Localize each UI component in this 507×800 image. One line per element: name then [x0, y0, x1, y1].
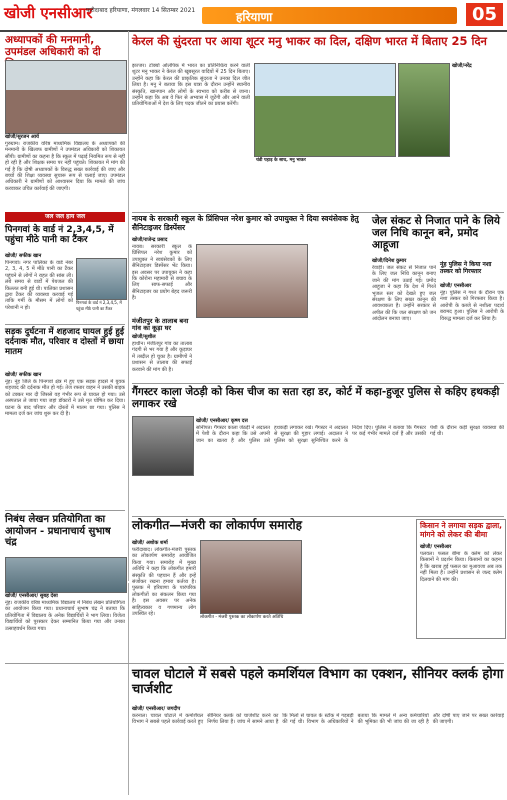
gangster-headline: गैंगस्टर काला जेठड़ी को किस चीज का सता रहा डर, कोर्ट में कहा-हुजूर पुलिस से कहिए हथकड़ी लगाकर रखे — [132, 386, 500, 411]
divider — [132, 212, 504, 213]
essay-photo — [5, 557, 127, 593]
manjeet-body: हाथीन। मंजीतपुर गांव का तालाब गंदगी से भर गया है और कूड़ाघर में तब्दील हो चुका है। ग्रामीणों ने प्रशासन से तालाब की सफाई करवाने की मांग की है। — [132, 341, 192, 373]
water-headline: पिनगवां के वार्ड नं 2,3,4,5, में पहुंचा मीठे पानी का टैंकर — [5, 225, 114, 246]
manu-headline: केरल की सुंदरता पर आया शूटर मनु भाकर का दिल, दक्षिण भारत में बिताए 25 दिन — [132, 34, 487, 48]
dateline: फरीदाबाद हरियाणा, मंगलवार 14 सितम्बर 2021 — [86, 7, 196, 14]
gangster-byline: खोजी/ एनसीआर/ कृष्ण दत्त — [196, 418, 248, 424]
masthead — [0, 0, 507, 32]
water-byline: खोजी/ सफीक खान — [5, 253, 42, 259]
essay-body: नूंह। राजकीय वरिष्ठ माध्यमिक विद्यालय में निबंध लेखन प्रतियोगिता का आयोजन किया गया। प्रधानाचार्य सुभाष चंद्र ने बताया कि प्रतियोगिता में विद्यालय के अनेक विद्यार्थियों ने भाग लिया। विजेता विद्यार्थियों को पुरस्कार देकर सम्मानित किया गया और उनका उत्साहवर्धन किया गया। — [5, 600, 125, 632]
brand-logo: खोजी एनसीआर — [4, 4, 93, 22]
police-body: नूंह। पुलिस ने गश्त के दौरान एक नशा तस्कर को गिरफ्तार किया है। आरोपी के कब्जे से नशीला पदार्थ बरामद हुआ। पुलिस ने आरोपी के विरुद्ध मामला दर्ज कर लिया है। — [440, 290, 504, 322]
farmers-headline: किसान ने लगाया सड़क द्वाला, मांगने को लेकर की बीमा — [420, 521, 503, 539]
accident-headline: सड़क दुर्घटना में शहजाद घायल हुई हुई दर्दनाक मौत, परिवार व दोस्तों में छाया मातम — [5, 327, 125, 357]
divider — [5, 510, 125, 511]
jal-headline: जेल संकट से निजात पाने के लिये जल निधि कानून बने, प्रमोद आहूजा — [372, 215, 500, 252]
manjeet-byline: खोजी/सुशील — [132, 334, 156, 340]
lokgeet-headline: लोकगीत—मंजरी का लोकार्पण समारोह — [132, 518, 302, 532]
divider — [132, 516, 504, 517]
farmers-body: पलवल। फसल बीमा के क्लेम को लेकर किसानों ने प्रदर्शन किया। किसानों का कहना है कि खराब हुई फसल का मुआवजा अब तक नहीं मिला है। उन्होंने प्रशासन से जल्द क्लेम दिलवाने की मांग की। — [420, 551, 502, 583]
rice-headline: चावल घोटाले में सबसे पहले कमर्शियल विभाग का एक्शन, सीनियर क्लर्क होगा चार्जशीट — [132, 667, 504, 697]
water-body: पिनगवां। नगर पालिका के वार्ड नंबर 2, 3, 4, 5 में मीठे पानी का टैंकर पहुंचने से लोगों ने राहत की सांस ली। लंबे समय से वार्डों में पेयजल की किल्लत बनी हुई थी। पालिका प्रशासन द्वारा टैंकर की व्यवस्था करवाई गई ताकि गर्मी के मौसम में लोगों को परेशानी न हो। — [5, 260, 73, 311]
divider — [5, 324, 125, 325]
gangster-photo — [132, 416, 194, 476]
police-byline: खोजी/ एनसीआर — [440, 283, 472, 289]
accident-byline: खोजी/ सफीक खान — [5, 372, 42, 378]
sanitizer-caption-text — [196, 320, 306, 380]
officer-byline: खोजी/सुरजन आर्य — [5, 134, 39, 140]
manu-body-continued — [452, 70, 504, 210]
rice-byline: खोजी/ एनसीआर/ जगदीप — [132, 706, 181, 712]
manu-body: झज्जर। टोक्यो ओलंपिक में भारत का प्रतिनिधित्व करने वाली शूटर मनु भाकर ने केरल की खूबसूरत वादियों में 25 दिन बिताए। उन्होंने कहा कि केरल की प्राकृतिक सुंदरता ने उनका दिल जीत लिया है। मनु ने बताया कि इस यात्रा के दौरान उन्होंने स्थानीय संस्कृति, खानपान और लोगों के स्वभाव को करीब से जाना। उन्होंने कहा कि अब वे फिर से अभ्यास में जुटेंगी और आने वाली प्रतियोगिताओं में देश के लिए पदक जीतने का प्रयास करेंगी। — [132, 63, 250, 108]
manjeet-headline: मंजीतपुर के तालाब बना गांव का कूड़ा घर — [132, 317, 189, 333]
lokgeet-body-continued — [304, 540, 412, 635]
divider — [132, 383, 504, 384]
page-number: 05 — [466, 3, 503, 26]
gangster-body: सोनीपत। गैंगस्टर काला जेठड़ी ने अदालत में पेशी के दौरान कहा कि उसे अपनी जान का खतरा है और पुलिस उसे हथकड़ी लगाकर रखे। गैंगस्टर ने अदालत से सुरक्षा की गुहार लगाई। अदालत ने पुलिस को सुरक्षा सुनिश्चित करने के निर्देश दिए। पुलिस ने बताया कि गैंगस्टर पर कई गंभीर मामले दर्ज हैं और उसकी पेशी के दौरान कड़ी सुरक्षा व्यवस्था की गई थी। — [196, 425, 504, 444]
column-divider — [128, 583, 129, 795]
lokgeet-photo — [200, 540, 302, 614]
jal-body: रेवाड़ी। जल संकट से निजात पाने के लिए जल निधि कानून बनाए जाने की मांग उठाई गई। प्रमोद आहूजा ने कहा कि देश में गिरते भूजल स्तर को देखते हुए जल संरक्षण के लिए सख्त कानून की आवश्यकता है। उन्होंने सरकार से अपील की कि जल संरक्षण को जन आंदोलन बनाया जाए। — [372, 265, 436, 323]
gangster-body-left — [132, 478, 192, 514]
manu-byline: खोजी/नरेंद्र — [452, 63, 472, 69]
rice-body: करनाल। चावल घोटाले में कमर्शियल विभाग ने सबसे पहले कार्रवाई करते हुए सीनियर क्लर्क को चार्जशीट करने का निर्णय लिया है। जांच में सामने आया है कि मिलों से चावल के स्टॉक में गड़बड़ी की गई थी। विभाग के अधिकारियों ने बताया कि मामले में अन्य कर्मचारियों की भूमिका की भी जांच की जा रही है और दोषी पाए जाने पर सख्त कार्रवाई की जाएगी। — [132, 713, 504, 726]
column-divider — [128, 31, 129, 581]
lokgeet-byline: खोजी/ अशोक शर्मा — [132, 540, 168, 546]
jal-byline: खोजी/दिनेश कुमार — [372, 258, 407, 264]
police-headline: नूंह पुलिस ने किया नशा तस्कर को गिरफ्तार — [440, 261, 492, 275]
farmers-byline: खोजी/ एनसीआर — [420, 544, 452, 550]
officer-body: गुरुग्राम। राजकीय वरिष्ठ माध्यमिक विद्यालय के अध्यापकों की मनमानी के खिलाफ ग्रामीणों ने उपमंडल अधिकारी को शिकायत सौंपी। ग्रामीणों का कहना है कि स्कूल में पढ़ाई नियमित रूप से नहीं हो रही है और शिक्षक समय पर नहीं पहुंचते। शिकायत में मांग की गई है कि दोषी अध्यापकों के विरुद्ध सख्त कार्रवाई की जाए और बच्चों की शिक्षा व्यवस्था सुचारू रूप से चलाई जाए। उपमंडल अधिकारी ने ग्रामीणों को आश्वासन दिया कि मामले की जांच करवाकर उचित कार्रवाई की जाएगी। — [5, 141, 125, 192]
sanitizer-body: नायब। सरकारी स्कूल के प्रिंसिपल नरेश कुमार को उपायुक्त ने स्वयंसेवकों के लिए सैनिटाइजर डिस्पेंसर भेंट किया। इस अवसर पर उपायुक्त ने कहा कि कोरोना महामारी से बचाव के लिए साफ-सफाई और सैनिटाइजर का प्रयोग बेहद जरूरी है। — [132, 244, 192, 302]
officer-headline: अध्यापकों की मनमानी, उपमंडल अधिकारी को दी — [5, 34, 101, 59]
essay-byline: खोजी/ एनसीआर/ सुबह देसा — [5, 593, 58, 599]
essay-headline: निबंध लेखन प्रतियोगिता का आयोजन - प्रधानाचार्य सुभाष चंद्र — [5, 514, 111, 548]
manu-photo-portrait — [398, 63, 450, 157]
lokgeet-body: फरीदाबाद। लोकगीत-मंजरी पुस्तक का लोकार्पण समारोह आयोजित किया गया। समारोह में मुख्य अतिथि ने कहा कि लोकगीत हमारी संस्कृति की पहचान हैं और इन्हें संजोकर रखना हमारा कर्तव्य है। पुस्तक में हरियाणा के पारंपरिक लोकगीतों का संकलन किया गया है। इस अवसर पर अनेक साहित्यकार व गणमान्य लोग उपस्थित रहे। — [132, 547, 196, 618]
officer-photo — [5, 60, 127, 134]
water-photo — [76, 258, 127, 300]
sanitizer-photo — [196, 244, 308, 318]
section-title: हरियाणा — [236, 10, 273, 24]
water-banner: जल जल हाय जल — [5, 212, 125, 222]
sanitizer-body-continued — [310, 244, 366, 374]
lokgeet-photo-caption: लोकगीत - मंजरी पुस्तक का लोकार्पण करते अतिथि — [200, 614, 300, 620]
accident-body: नूंह। नूंह जिले के पिनगवां क्षेत्र में हुए एक सड़क हादसे में युवक शहजाद की दर्दनाक मौत हो गई। तेज रफ्तार वाहन ने उसकी बाइक को टक्कर मार दी जिससे वह गंभीर रूप से घायल हो गया। उसे अस्पताल ले जाया गया जहां डॉक्टरों ने उसे मृत घोषित कर दिया। घटना के बाद परिवार और दोस्तों में मातम छा गया। पुलिस ने मामला दर्ज कर जांच शुरू कर दी है। — [5, 379, 125, 418]
essay-body-continued — [5, 668, 125, 796]
manu-photo-landscape — [254, 63, 396, 157]
sanitizer-headline: नायब के सरकारी स्कूल के प्रिंसिपल नरेश कुमार को उपायुक्त ने दिया स्वयंसेवक हेतु सैनिटाइजर डिस्पेंसर — [132, 214, 359, 232]
divider — [5, 663, 504, 664]
sanitizer-byline: खोजी/राजेन्द्र प्रसाद — [132, 237, 168, 243]
manu-photo-caption: चंडी पहाड़ के साथ, मनु भाकर — [256, 157, 396, 163]
water-photo-caption: पिनगवां के वार्ड नं 2,3,4,5, में पहुंचा मीठे पानी का टैंकर — [76, 300, 125, 312]
